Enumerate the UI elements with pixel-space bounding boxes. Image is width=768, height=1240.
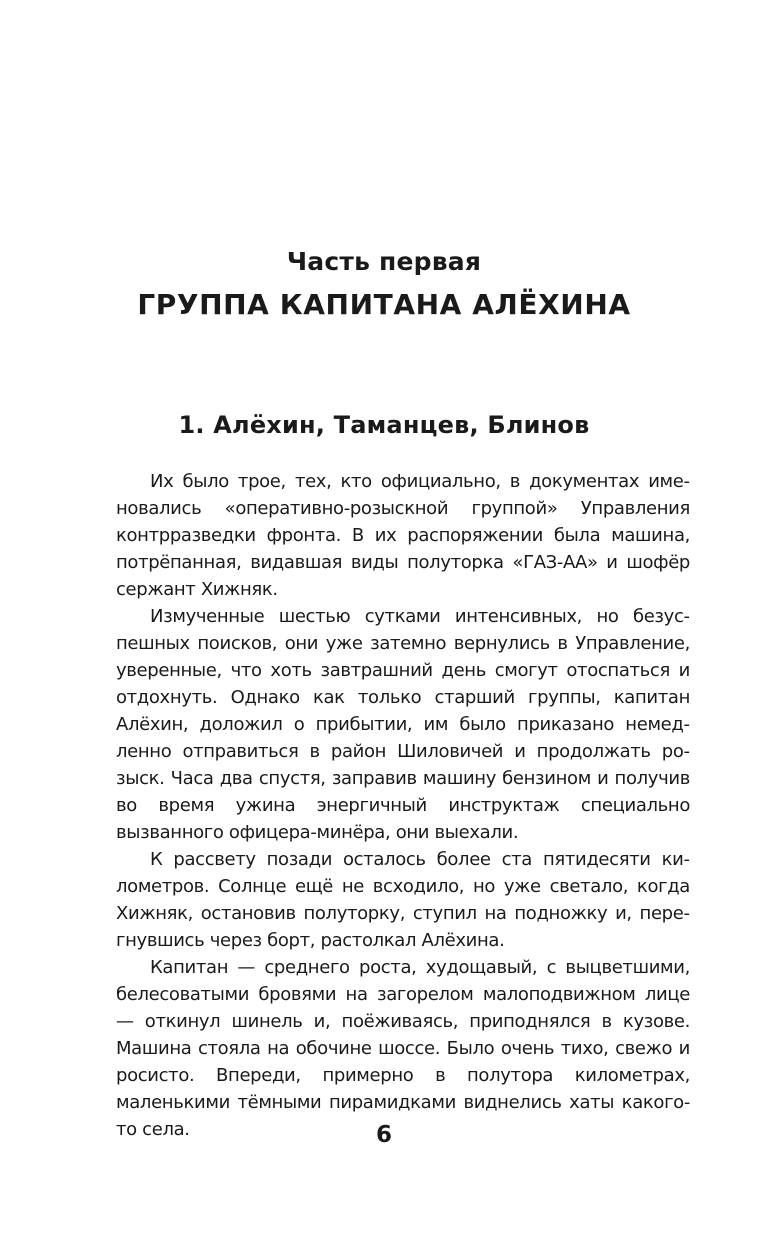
part-title: ГРУППА КАПИТАНА АЛЁХИНА (137, 288, 631, 321)
paragraph-3: К рассвету позади осталось более ста пятидесяти километров. Солнце ещё не всходило, но уже светало, когда Хижняк, остановив полуторку, ступил на подножку и, перегнувшись через борт, растолкал Алёхина. (116, 849, 690, 951)
paragraph-2: Измученные шестью сутками интенсивных, но безуспешных поисков, они уже затемно вернулись в Управление, уверенные, что хоть завтрашний день смогут отоспаться и отдохнуть. Однако как только старший группы, капитан Алёхин, доложил о прибытии, им было приказано немедленно отправиться в район Шиловичей и продолжать розыск. Часа два спустя, заправив машину бензином и получив во время ужина энергичный инструктаж специально вызванного офицера-минёра, они выехали. (116, 606, 690, 843)
chapter-title: 1. Алёхин, Таманцев, Блинов (178, 411, 590, 439)
chapter-body (116, 468, 690, 1143)
part-label: Часть первая (286, 247, 482, 276)
paragraph-4: Капитан — среднего роста, худощавый, с выцветшими, белесоватыми бровями на загорелом малоподвижном лице — откинул шинель и, поёживаясь, приподнялся в кузове. Машина стояла на обочине шоссе. Было очень тихо, свежо и росисто. Впереди, примерно в полутора километрах, маленькими тёмными пирамидками виднелись хаты какого-то села. (116, 957, 690, 1140)
paragraph-1: Их было трое, тех, кто официально, в документах именовались «оперативно-розыскной группой» Управления контрразведки фронта. В их распоряжении была машина, потрёпанная, видавшая виды полуторка «ГАЗ-АА» и шофёр сержант Хижняк. (116, 471, 690, 600)
page-number: 6 (375, 1122, 392, 1148)
